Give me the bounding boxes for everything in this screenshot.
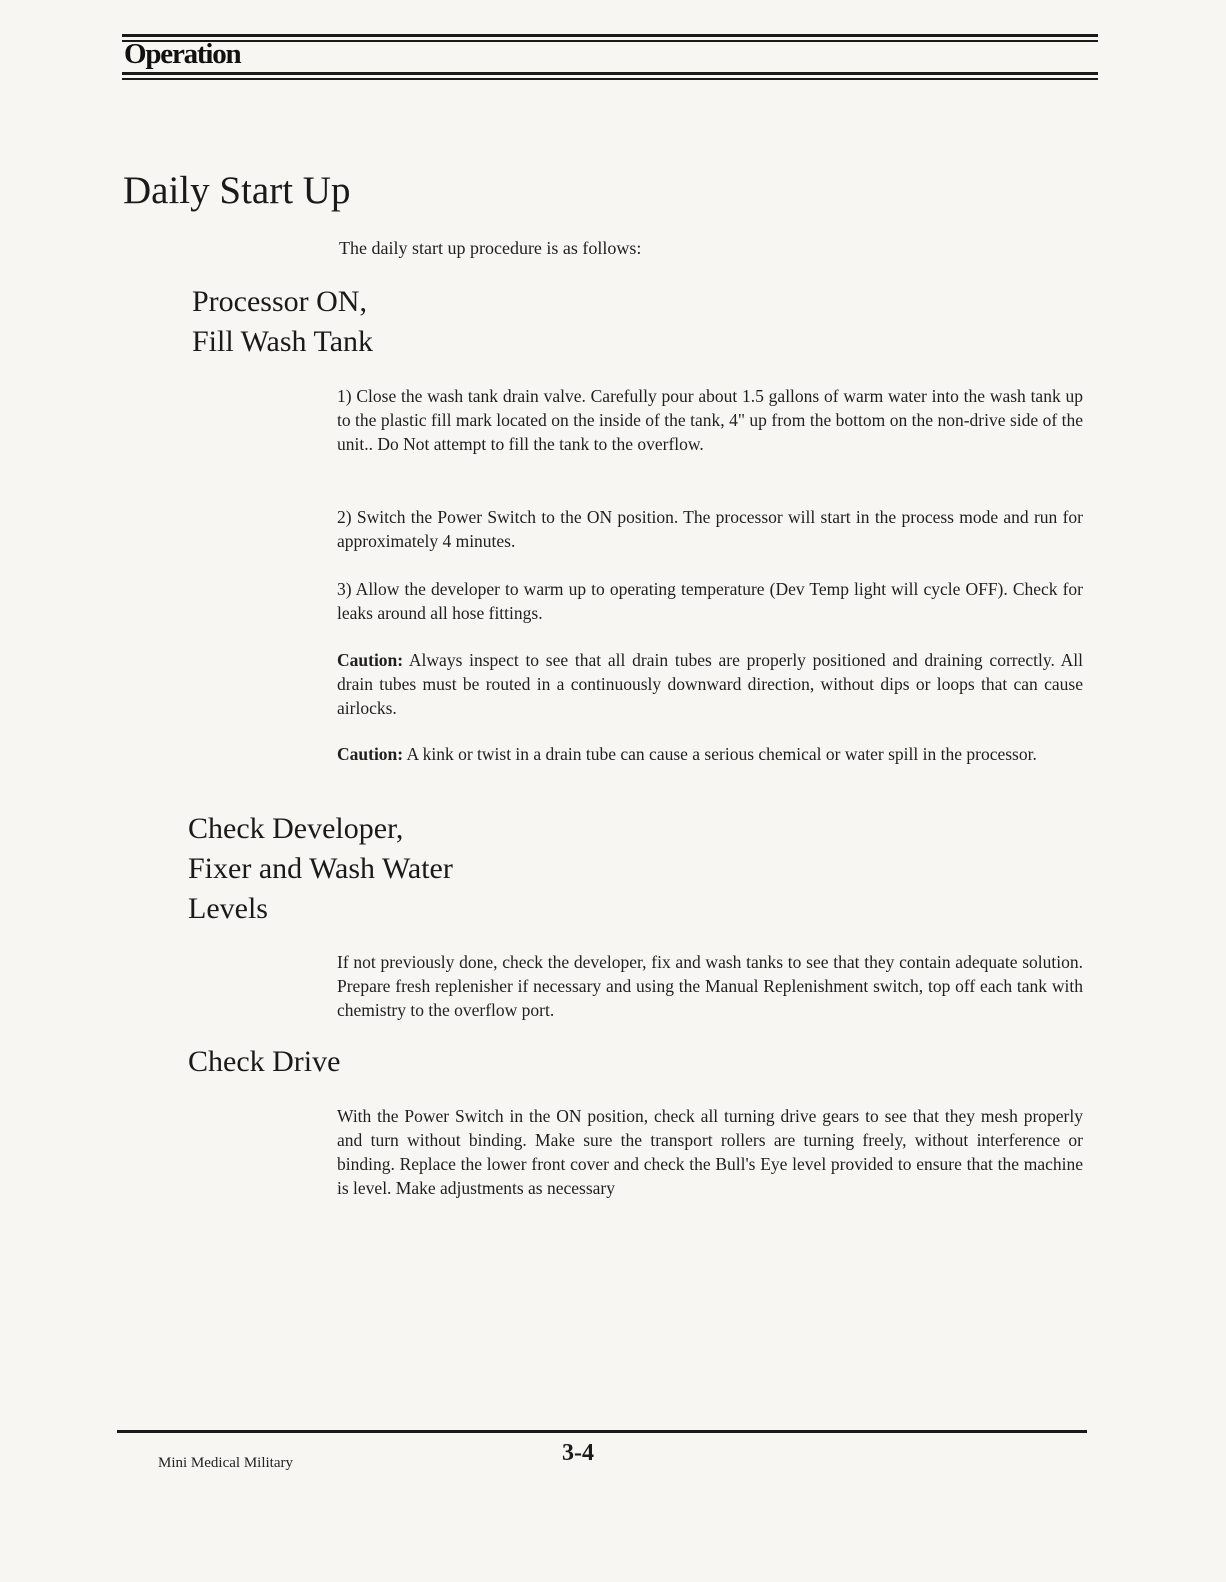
paragraph-text: 1) Close the wash tank drain valve. Carefully pour about 1.5 gallons of warm water into the wash tank up to the plastic fill mark located on the inside of the tank, 4" up from the bottom on the non-drive side of the unit.. Do Not attempt to fill the tank to the overflow. [337, 386, 1083, 454]
heading-line: Check Drive [188, 1045, 341, 1078]
paragraph-text: 3) Allow the developer to warm up to operating temperature (Dev Temp light will cycle OFF). Check for leaks around all hose fittings. [337, 579, 1083, 623]
caution-label: Caution: [337, 744, 404, 764]
heading-line: Levels [188, 892, 268, 925]
section-label: Operation [124, 38, 241, 70]
section-heading-check-levels [188, 809, 453, 929]
paragraph-text: A kink or twist in a drain tube can cause a serious chemical or water spill in the processor. [403, 744, 1037, 764]
heading-line: Processor ON, [192, 285, 367, 318]
paragraph-step-1 [337, 384, 1083, 456]
footer-product-name: Mini Medical Military [158, 1455, 293, 1471]
paragraph-text: 2) Switch the Power Switch to the ON position. The processor will start in the process mode and run for approximately 4 minutes. [337, 507, 1083, 551]
paragraph-check-drive [337, 1104, 1083, 1200]
paragraph-step-2 [337, 505, 1083, 553]
header-rule-top [122, 34, 1098, 37]
paragraph-step-3 [337, 577, 1083, 625]
header-rule-bottom-thin [122, 78, 1098, 80]
heading-line: Check Developer, [188, 812, 404, 845]
paragraph-text: If not previously done, check the developer, fix and wash tanks to see that they contain adequate solution. Prepare fresh replenisher if necessary and using the Manual Replenishment switch, top off each tank with chemistry to the overflow port. [337, 952, 1083, 1020]
footer-rule [117, 1430, 1087, 1433]
header-rule-top-thin [122, 40, 1098, 42]
caution-paragraph-kink [337, 742, 1083, 766]
heading-line: Fixer and Wash Water [188, 852, 453, 885]
heading-line: Fill Wash Tank [192, 325, 374, 358]
page-title: Daily Start Up [123, 169, 351, 212]
paragraph-text: With the Power Switch in the ON position, check all turning drive gears to see that they mesh properly and turn without binding. Make sure the transport rollers are turning freely, without interference or binding. Replace the lower front cover and check the Bull's Eye level provided to ensure that the machine is level. Make adjustments as necessary [337, 1106, 1083, 1198]
intro-text: The daily start up procedure is as follows: [339, 238, 642, 258]
paragraph-text: Always inspect to see that all drain tubes are properly positioned and draining correctly. All drain tubes must be routed in a continuously downward direction, without dips or loops that can cause airlocks. [337, 650, 1083, 718]
header-rule-bottom [122, 72, 1098, 75]
page-number: 3-4 [562, 1440, 594, 1466]
paragraph-check-levels [337, 950, 1083, 1022]
caution-paragraph-drain-tubes [337, 648, 1083, 720]
section-heading-check-drive [188, 1042, 340, 1082]
caution-label: Caution: [337, 650, 404, 670]
section-heading-processor-on [192, 282, 373, 362]
